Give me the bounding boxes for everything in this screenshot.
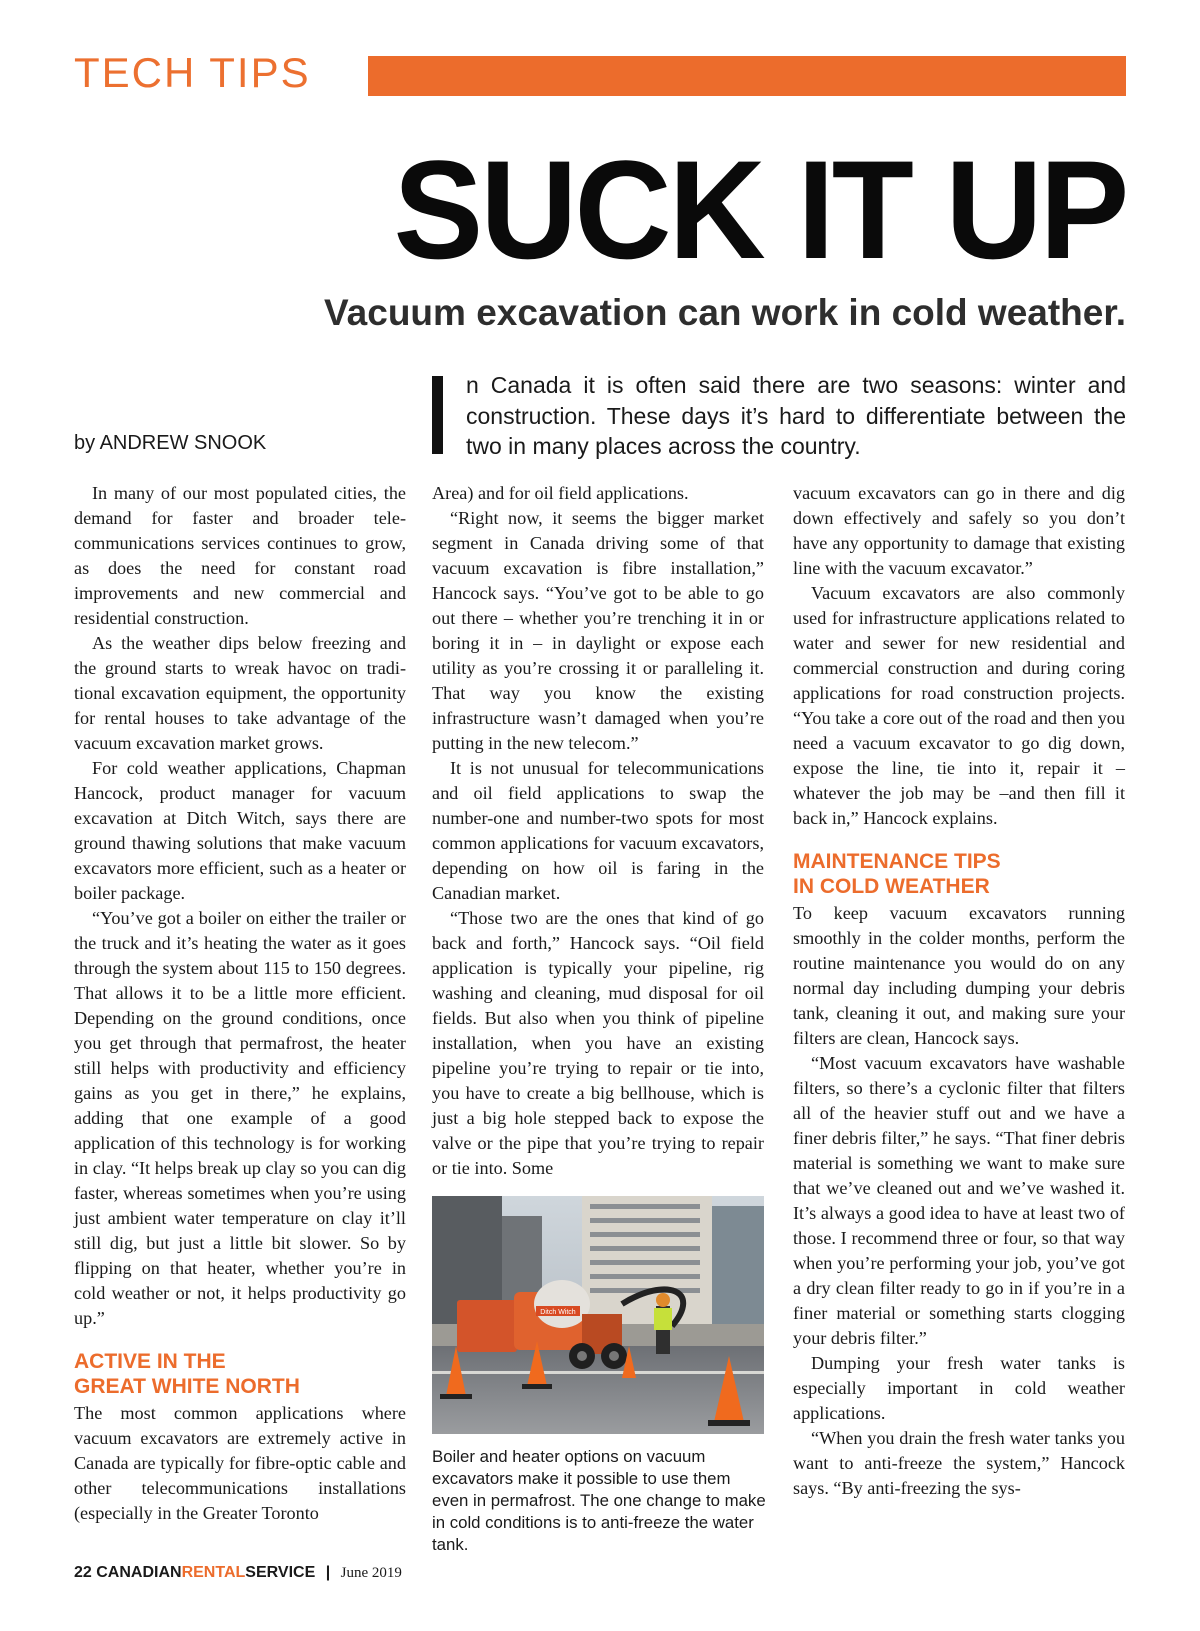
body-paragraph: “Most vacuum excavators have washable filters, so there’s a cyclonic filter that filters all of the heavier stuff out and we have a finer debris filter,” he says. “That finer debris material is something we want to make sure that we’ve cleaned out and we’ve washed it. It’s always a good idea to have at least two of those. I recommend three or four, so that way when you’re performing your job, you’ve got a dry clean filter ready to go in if you’re in a finer material or something starts clogging your debris filter.”: [793, 1053, 1125, 1348]
page-footer: [74, 1564, 402, 1582]
body-paragraph: As the weather dips below freezing and the ground starts to wreak havoc on traditional excavation equipment, the opportunity for rental houses to take advantage of the vacuum excavation market grows.: [74, 633, 406, 753]
intro-text: n Canada it is often said there are two seasons: winter and construction. These days it’s hard to differentiate between the two in many places across the country.: [466, 372, 1126, 459]
heading-line: IN COLD WEATHER: [793, 875, 990, 898]
body-paragraph: In many of our most populated cities, the demand for faster and broader telecommunications services continues to grow, as does the need for constant road improvements and new commercial and residential construction.: [74, 483, 406, 628]
article-column-3: [793, 481, 1125, 1501]
section-heading-active: [74, 1349, 406, 1399]
heading-line: ACTIVE IN THE: [74, 1350, 226, 1373]
page-number: 22: [74, 1564, 92, 1581]
truck-logo: Ditch Witch: [540, 1309, 576, 1316]
issue-date: June 2019: [340, 1565, 402, 1581]
body-paragraph: “You’ve got a boiler on either the trailer or the truck and it’s heating the water as it goes through the system about 115 to 150 degrees. That allows it to be a little more efficient. Depending on the ground conditions, once you get through that permafrost, the heater still helps with productivity and efficiency gains as you get in there,” he explains, adding that one example of a good application of this technology is for working in clay. “It helps break up clay so you can dig faster, whereas sometimes when you’re using just ambient water temperature on clay it’ll still dig, but just a little bit slower. So by flipping on that heater, whether you’re in cold weather or not, it helps productivity go up.”: [74, 908, 406, 1328]
body-paragraph: The most common applications where vacuum excavators are extremely active in Canada are typically for fibre-optic cable and other telecommunications installations (especially in the Greater Toronto: [74, 1403, 406, 1523]
photo-caption: Boiler and heater options on vacuum excavators make it possible to use them even in permafrost. The one change to make in cold conditions is to anti-freeze the water tank.: [432, 1447, 766, 1554]
headline: SUCK IT UP: [393, 131, 1126, 288]
intro-paragraph: [432, 370, 1126, 462]
article-column-2: [432, 481, 764, 1181]
section-tag: TECH TIPS: [74, 49, 311, 96]
body-paragraph: Vacuum excavators are also commonly used for infrastructure applications related to water and sewer for new residential and commercial construction and during coring applications for road construction projects. “You take a core out of the road and then you need a vacuum excavator to go dig down, expose the line, tie into it, repair it – whatever the job may be –and then fill it back in,” Hancock explains.: [793, 583, 1125, 828]
heading-line: MAINTENANCE TIPS: [793, 850, 1001, 873]
body-paragraph: “Those two are the ones that kind of go back and forth,” Hancock says. “Oil field application is typically your pipeline, rig washing and cleaning, mud disposal for oil fields. But also when you think of pipeline installation, when you have an existing pipeline you’re trying to repair or tie into, you have to create a big bellhouse, which is just a big hole stepped back to expose the valve or the pipe that you’re trying to repair or tie into. Some: [432, 908, 764, 1178]
subhead: Vacuum excavation can work in cold weather.: [324, 292, 1126, 333]
byline: by ANDREW SNOOK: [74, 432, 267, 454]
body-paragraph: “When you drain the fresh water tanks you want to anti-freeze the system,” Hancock says. “By anti-freezing the sys-: [793, 1428, 1125, 1498]
article-photo: [432, 1196, 764, 1434]
section-bar: [368, 56, 1126, 96]
body-paragraph: To keep vacuum excavators running smoothly in the colder months, perform the routine maintenance you would do on any normal day including dumping your debris tank, cleaning it out, and making sure your filters are clean, Hancock says.: [793, 903, 1125, 1048]
article-column-1: [74, 481, 406, 1526]
body-paragraph: Dumping your fresh water tanks is especially important in cold weather applications.: [793, 1353, 1125, 1423]
body-paragraph: Area) and for oil field applications.: [432, 483, 689, 503]
footer-separator: |: [325, 1564, 331, 1581]
magazine-name-part: RENTAL: [181, 1564, 246, 1581]
heading-line: GREAT WHITE NORTH: [74, 1375, 300, 1398]
body-paragraph: vacuum excavators can go in there and dig down effectively and safely so you don’t have any opportunity to damage that existing line with the vacuum excavator.”: [793, 483, 1125, 578]
body-paragraph: For cold weather applications, Chapman Hancock, product manager for vacuum excavation at Ditch Witch, says there are ground thawing solutions that make vacuum excavators more efficient, such as a heater or boiler package.: [74, 758, 406, 903]
magazine-name-part: CANADIAN: [96, 1564, 182, 1581]
body-paragraph: It is not unusual for telecommunications and oil field applications to swap the number-one and number-two spots for most common applications for vacuum excavators, depending on how oil is faring in the Canadian market.: [432, 758, 764, 903]
section-heading-maintenance: [793, 849, 1125, 899]
body-paragraph: “Right now, it seems the bigger market segment in Canada driving some of that vacuum excavation is fibre installation,” Hancock says. “You’ve got to be able to go out there – whether you’re trenching it in or boring it in – in daylight or expose each utility as you’re crossing it or paralleling it. That way you know the existing infrastructure wasn’t damaged when you’re putting in the new telecom.”: [432, 508, 764, 753]
magazine-name-part: SERVICE: [245, 1564, 316, 1581]
vacuum-excavator-photo: [432, 1196, 764, 1434]
